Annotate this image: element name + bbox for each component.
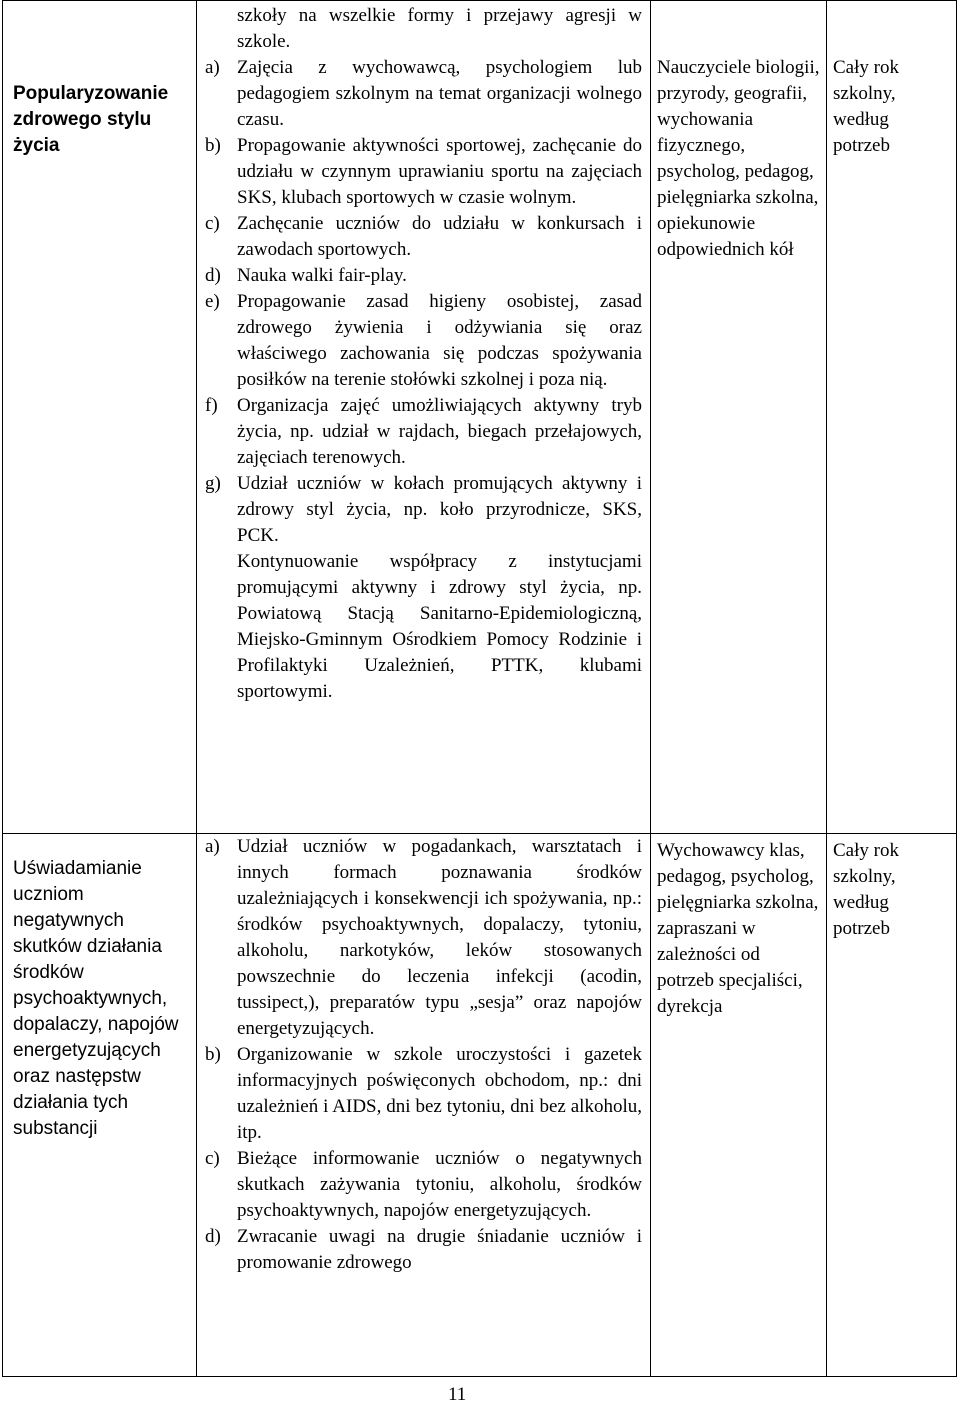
list-item: c) Bieżące informowanie uczniów o negatywnych skutkach zażywania tytoniu, alkoholu, środków psychoaktywnych, napojów energetyzujących. <box>205 1148 642 1221</box>
responsible-cell <box>651 1 827 834</box>
goal-text: Uświadamianie uczniom negatywnych skutków działania środków psychoaktywnych, dopalaczy, napojów energetyzujących oraz następstw działania tych substancji <box>13 858 179 1139</box>
responsible-text: Wychowawcy klas, pedagog, psycholog, pielęgniarka szkolna, zapraszani w zależności od potrzeb specjaliści, dyrekcja <box>657 840 819 1017</box>
deadline-cell <box>827 1 957 834</box>
program-table <box>2 0 957 1377</box>
list-item: e) Propagowanie zasad higieny osobistej, zasad zdrowego żywienia i odżywiania się oraz właściwego zachowania się podczas spożywania posiłków na terenie stołówki szkolnej i poza nią. <box>205 291 642 390</box>
list-item: a) Udział uczniów w pogadankach, warsztatach i innych formach poznawania środków uzależniających i konsekwencji ich spożywania, np.: środków psychoaktywnych, dopalaczy, tytoniu, alkoholu, narkotyków, leków stosowanych powszechnie do leczenia infekcji (acodin, tussipect,), preparatów typu „sesja” oraz napojów energetyzujących. <box>205 836 642 1039</box>
tasks-list <box>197 834 650 1276</box>
deadline-text: Cały rok szkolny, według potrzeb <box>833 840 899 939</box>
list-item: f) Organizacja zajęć umożliwiających aktywny tryb życia, np. udział w rajdach, biegach przełajowych, zajęciach terenowych. <box>205 395 642 468</box>
goal-cell <box>3 834 197 1377</box>
tasks-list <box>197 1 650 705</box>
tasks-cell <box>197 834 651 1377</box>
tasks-cell <box>197 1 651 834</box>
page-number: 11 <box>448 1384 467 1405</box>
table-row <box>3 1 957 834</box>
list-item: b) Propagowanie aktywności sportowej, zachęcanie do udziału w czynnym uprawianiu sportu na zajęciach SKS, klubach sportowych w czasie wolnym. <box>205 135 642 208</box>
table-row <box>3 834 957 1377</box>
responsible-cell <box>651 834 827 1377</box>
task-continuation: szkoły na wszelkie formy i przejawy agresji w szkole. <box>237 5 642 52</box>
responsible-text: Nauczyciele biologii, przyrody, geografii, wychowania fizycznego, psycholog, pedagog, pielęgniarka szkolna, opiekunowie odpowiednich kół <box>657 57 820 260</box>
list-item: a) Zajęcia z wychowawcą, psychologiem lub pedagogiem szkolnym na temat organizacji wolnego czasu. <box>205 57 642 130</box>
goal-text: Popularyzowanie zdrowego stylu życia <box>13 83 169 156</box>
list-item: g) Udział uczniów w kołach promujących aktywny i zdrowy styl życia, np. koło przyrodnicze, SKS, PCK. <box>205 473 642 546</box>
goal-cell <box>3 1 197 834</box>
list-item: b) Organizowanie w szkole uroczystości i gazetek informacyjnych poświęconych obchodom, np.: dni uzależnień i AIDS, dni bez tytoniu, dni bez alkoholu, itp. <box>205 1044 642 1143</box>
list-item: d) Zwracanie uwagi na drugie śniadanie uczniów i promowanie zdrowego <box>205 1226 642 1273</box>
list-item: c) Zachęcanie uczniów do udziału w konkursach i zawodach sportowych. <box>205 213 642 260</box>
list-item: d) Nauka walki fair-play. <box>205 265 407 286</box>
deadline-cell <box>827 834 957 1377</box>
deadline-text: Cały rok szkolny, według potrzeb <box>833 57 899 156</box>
cooperation-paragraph: Kontynuowanie współpracy z instytucjami promującymi aktywny i zdrowy styl życia, np. Powiatową Stacją Sanitarno-Epidemiologiczną, Miejsko-Gminnym Ośrodkiem Pomocy Rodzinie i Profilaktyki Uzależnień, PTTK, klubami sportowymi. <box>237 551 642 702</box>
